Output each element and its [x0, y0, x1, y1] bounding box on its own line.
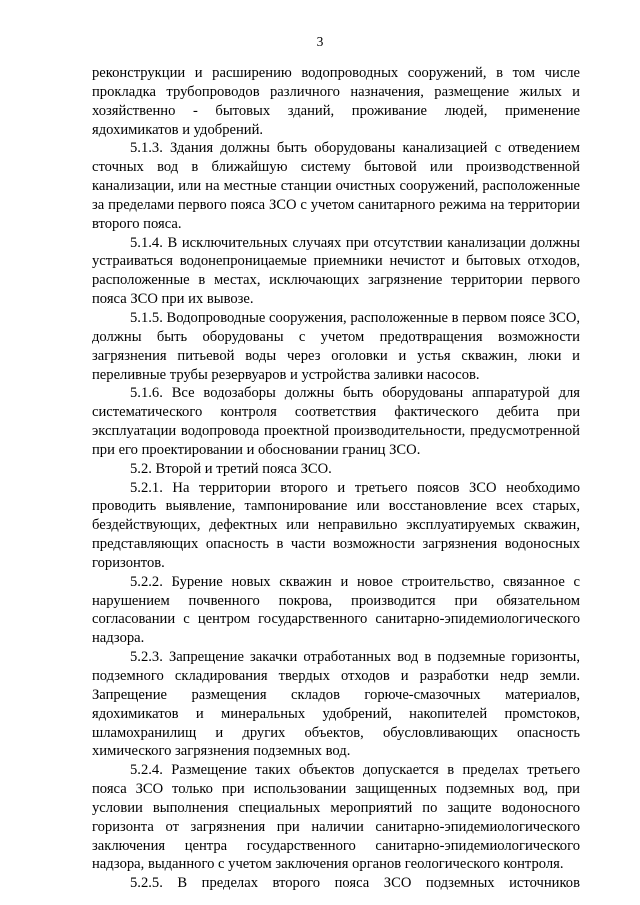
paragraph: 5.2.4. Размещение таких объектов допускается в пределах третьего пояса ЗСО только при использовании защищенных подземных вод, при условии выполнения специальных мероприятий по защите водоносного горизонта от загрязнения при наличии санитарно-эпидемиологического заключения центра государственного санитарно-эпидемиологического надзора, выданного с учетом заключения органов геологического контроля.: [92, 762, 580, 873]
paragraph: 5.2.1. На территории второго и третьего поясов ЗСО необходимо проводить выявление, тампонирование или восстановление всех старых, бездействующих, дефектных или неправильно эксплуатируемых скважин, представляющих опасность в части возможности загрязнения водоносных горизонтов.: [92, 479, 580, 571]
paragraph: 5.2. Второй и третий пояса ЗСО.: [130, 460, 332, 477]
paragraph: 5.2.5. В пределах второго пояса ЗСО подземных источников: [130, 875, 580, 892]
paragraph: реконструкции и расширению водопроводных сооружений, в том числе прокладка трубопроводов различного назначения, размещение жилых и хозяйственно - бытовых зданий, проживание людей, применение ядохимикатов и удобрений.: [92, 65, 580, 138]
paragraph: 5.1.5. Водопроводные сооружения, расположенные в первом поясе ЗСО, должны быть оборудованы с учетом предотвращения возможности загрязнения питьевой воды через оголовки и устья скважин, люки и переливные трубы резервуаров и устройства заливки насосов.: [92, 309, 581, 383]
document-body: [92, 64, 580, 893]
paragraph: 5.2.2. Бурение новых скважин и новое строительство, связанное с нарушением почвенного покрова, производится при обязательном согласовании с центром государственного санитарно-эпидемиологического надзора.: [92, 573, 580, 647]
paragraph: 5.1.4. В исключительных случаях при отсутствии канализации должны устраиваться водонепроницаемые приемники нечистот и бытовых отходов, расположенные в местах, исключающих загрязнение территории первого пояса ЗСО при их вывозе.: [92, 234, 580, 308]
paragraph: 5.1.3. Здания должны быть оборудованы канализацией с отведением сточных вод в ближайшую систему бытовой или производственной канализации, или на местные станции очистных сооружений, расположенные за пределами первого пояса ЗСО с учетом санитарного режима на территории второго пояса.: [92, 140, 580, 232]
page-number: 3: [316, 34, 324, 49]
paragraph: 5.1.6. Все водозаборы должны быть оборудованы аппаратурой для систематического контроля соответствия фактического дебита при эксплуатации водопровода проектной производительности, предусмотренной при его проектировании и обосновании границ ЗСО.: [92, 385, 580, 458]
paragraph: 5.2.3. Запрещение закачки отработанных вод в подземные горизонты, подземного складирования твердых отходов и разработки недр земли. Запрещение размещения складов горюче-смазочных материалов, ядохимикатов и минеральных удобрений, накопителей промстоков, шламохранилищ и других объектов, обусловливающих опасность химического загрязнения подземных вод.: [92, 649, 580, 760]
